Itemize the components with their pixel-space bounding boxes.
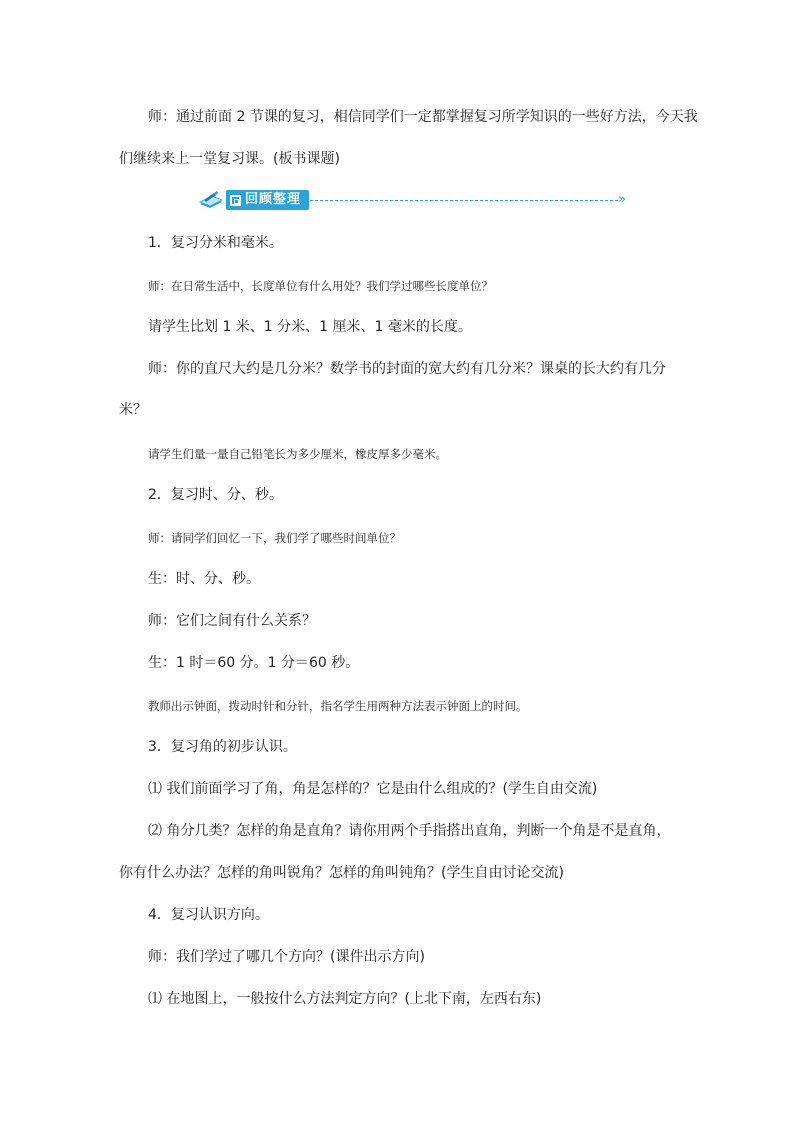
badge-square-icon <box>230 195 241 206</box>
section-1-p2: 请学生比划 1 米、1 分米、1 厘米、1 毫米的长度。 <box>148 319 472 335</box>
section-1-p4: 请学生们量一量自己铅笔长为多少厘米，橡皮厚多少毫米。 <box>148 447 447 461</box>
section-banner <box>198 189 638 213</box>
section-2-p1: 师：请同学们回忆一下，我们学了哪些时间单位？ <box>148 531 401 545</box>
intro-line-1: 师：通过前面 2 节课的复习，相信同学们一定都掌握复习所学知识的一些好方法，今天我 <box>148 109 698 125</box>
section-1-p1: 师：在日常生活中，长度单位有什么用处？我们学过哪些长度单位？ <box>148 279 493 293</box>
banner-label: 回顾整理 <box>245 192 302 207</box>
section-3-p1: ⑴ 我们前面学习了角，角是怎样的？它是由什么组成的？(学生自由交流) <box>148 781 598 797</box>
intro-line-2: 们继续来上一堂复习课。(板书课题) <box>119 151 340 167</box>
banner-dashed-line <box>300 200 618 201</box>
section-4-p2: ⑴ 在地图上，一般按什么方法判定方向？(上北下南，左西右东) <box>148 991 542 1007</box>
section-4-heading: 4．复习认识方向。 <box>148 907 269 923</box>
section-2-heading: 2．复习时、分、秒。 <box>148 487 283 503</box>
section-1-p3a: 师：你的直尺大约是几分米？数学书的封面的宽大约有几分米？课桌的长大约有几分 <box>148 361 666 377</box>
section-2-p3: 师：它们之间有什么关系？ <box>148 613 316 629</box>
section-3-p2b: 你有什么办法？怎样的角叫锐角？怎样的角叫钝角？(学生自由讨论交流) <box>119 865 564 881</box>
section-2-p2: 生：时、分、秒。 <box>148 571 260 587</box>
double-chevron-right-icon: » <box>618 192 626 207</box>
book-pen-icon <box>198 190 224 210</box>
banner-badge <box>226 190 309 210</box>
section-2-p5: 教师出示钟面，拨动时针和分针，指名学生用两种方法表示钟面上的时间。 <box>148 699 528 713</box>
section-3-p2a: ⑵ 角分几类？怎样的角是直角？请你用两个手指搭出直角，判断一个角是不是直角， <box>148 823 671 839</box>
section-2-p4: 生：1 时＝60 分。1 分＝60 秒。 <box>148 655 360 671</box>
section-4-p1: 师：我们学过了哪几个方向？(课件出示方向) <box>148 949 425 965</box>
section-1-p3b: 米？ <box>119 402 147 418</box>
section-3-heading: 3．复习角的初步认识。 <box>148 739 297 755</box>
section-1-heading: 1．复习分米和毫米。 <box>148 235 283 251</box>
